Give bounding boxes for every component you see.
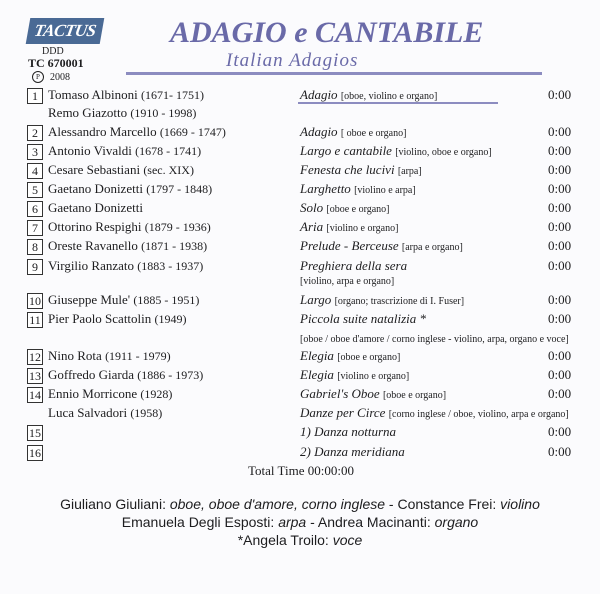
title-rule (126, 72, 542, 75)
instrumentation: [violino e organo] (326, 223, 399, 234)
composer-name: Gaetano Donizetti (48, 200, 143, 215)
piece (300, 200, 390, 216)
piece (300, 219, 398, 235)
piece (300, 87, 437, 103)
track-number: 7 (27, 220, 43, 236)
composer (48, 238, 207, 254)
track-duration: 0:00 (548, 311, 572, 326)
composer-name: Oreste Ravanello (48, 238, 138, 253)
piece-title: Prelude - Berceuse (300, 238, 399, 253)
tactus-logo: TACTUS (26, 18, 105, 44)
piece-title: Largo e cantabile (300, 143, 392, 158)
performer-instrument: violino (500, 496, 540, 512)
composer-years: (1871 - 1938) (141, 239, 208, 253)
piece (300, 367, 409, 383)
composer-years: (1910 - 1998) (130, 106, 197, 120)
piece-title: Larghetto (300, 181, 351, 196)
composer (48, 405, 162, 421)
credit-line-3 (0, 531, 600, 549)
composer-years: (1886 - 1973) (137, 368, 204, 382)
track-duration: 0:00 (548, 367, 572, 382)
piece-title: Preghiera della sera (300, 258, 408, 273)
track-duration: 0:00 (548, 124, 572, 139)
composer (48, 348, 171, 364)
piece (300, 311, 426, 327)
track-duration: 0:00 (548, 444, 572, 459)
piece (300, 258, 407, 274)
composer-years: (1797 - 1848) (146, 182, 213, 196)
instrumentation: [violino, oboe e organo] (395, 147, 492, 158)
piece (300, 292, 464, 308)
track-duration: 0:00 (548, 87, 572, 102)
track-number: 1 (27, 88, 43, 104)
piece (300, 405, 569, 421)
instrumentation: [oboe e organo] (337, 352, 401, 363)
composer-years: (sec. XIX) (143, 163, 194, 177)
track-duration: 0:00 (548, 258, 572, 273)
track-duration: 0:00 (548, 181, 572, 196)
composer-name: Cesare Sebastiani (48, 162, 141, 177)
composer-name: Alessandro Marcello (48, 124, 157, 139)
composer-years: (1883 - 1937) (137, 259, 204, 273)
performer-credits (0, 495, 600, 549)
composer (48, 162, 194, 178)
instrumentation: [arpa e organo] (401, 242, 463, 253)
instrumentation: [violino e organo] (337, 371, 410, 382)
piece (300, 386, 446, 402)
track-number: 13 (29, 369, 41, 383)
track-number: 16 (29, 446, 41, 460)
piece (300, 162, 422, 178)
instrumentation: [oboe e organo] (382, 390, 447, 401)
piece-title: Gabriel's Oboe (300, 386, 380, 401)
year: 2008 (50, 71, 70, 83)
composer-name: Tomaso Albinoni (48, 87, 138, 102)
composer-name: Remo Giazotto (48, 105, 128, 120)
track-number: 3 (27, 144, 43, 160)
piece-title: Fenesta che lucivi (300, 162, 395, 177)
track-duration: 0:00 (548, 238, 572, 253)
composer-name: Pier Paolo Scattolin (48, 311, 152, 326)
performer-name: - Andrea Macinanti: (306, 514, 435, 530)
composer (48, 105, 196, 121)
piece (300, 124, 406, 140)
instrumentation-9: [violino, arpa e organo] (300, 276, 395, 287)
piece-title: Solo (300, 200, 324, 215)
piece (300, 181, 416, 197)
composer-name: Giuseppe Mule' (48, 292, 131, 307)
track-number: 10 (29, 294, 41, 308)
instrumentation: [arpa] (397, 166, 422, 177)
composer-years: (1949) (154, 312, 187, 326)
performer-name: Emanuela Degli Esposti: (121, 514, 279, 530)
composer (48, 311, 187, 327)
performer-instrument: voce (332, 532, 363, 548)
track-duration: 0:00 (548, 424, 572, 439)
track-duration: 0:00 (548, 219, 572, 234)
composer (48, 386, 172, 402)
piece-title: 2) Danza meridiana (300, 444, 405, 459)
composer-name: Virgilio Ranzato (48, 258, 134, 273)
total-time: Total Time 00:00:00 (248, 463, 354, 478)
track-duration: 0:00 (548, 386, 572, 401)
composer (48, 219, 211, 235)
composer (48, 258, 203, 274)
track-number: 9 (27, 259, 43, 275)
composer (48, 124, 226, 140)
composer (48, 143, 201, 159)
performer-instrument: arpa (278, 514, 307, 530)
album-subtitle: Italian Adagios (226, 50, 359, 71)
track-duration: 0:00 (548, 348, 572, 363)
piece-title: Piccola suite natalizia * (300, 311, 427, 326)
piece (300, 444, 405, 460)
catalog-number: TC 670001 (28, 56, 84, 70)
credit-line-2 (0, 513, 600, 531)
composer-years: (1879 - 1936) (144, 220, 211, 234)
composer-years: (1678 - 1741) (135, 144, 202, 158)
track-number: 11 (27, 312, 43, 328)
composer-years: (1671- 1751) (140, 88, 204, 102)
track-number: 5 (27, 182, 43, 198)
composer (48, 292, 199, 308)
instrumentation-11: [oboe / oboe d'amore / corno inglese - violino, arpa, organo e voce] (300, 334, 569, 345)
piece-title: Elegia (300, 348, 334, 363)
phonogram-icon: P (32, 71, 44, 83)
track-number: 8 (27, 239, 43, 255)
piece-title: Danze per Circe (300, 405, 386, 420)
credit-line-1 (0, 495, 600, 513)
performer-name: *Angela Troilo: (237, 532, 333, 548)
track-number: 12 (29, 350, 41, 364)
track-duration: 0:00 (548, 162, 572, 177)
composer-years: (1885 - 1951) (133, 293, 200, 307)
composer-name: Antonio Vivaldi (48, 143, 132, 158)
composer-name: Ennio Morricone (48, 386, 138, 401)
track-number: 14 (29, 388, 41, 402)
composer (48, 87, 204, 103)
track-number: 4 (27, 163, 43, 179)
track-duration: 0:00 (548, 143, 572, 158)
piece-title: Elegia (300, 367, 334, 382)
performer-instrument: oboe, oboe d'amore, corno inglese (169, 496, 386, 512)
instrumentation: [violino e arpa] (354, 185, 416, 196)
album-title: ADAGIO e CANTABILE (170, 16, 484, 49)
composer-name: Ottorino Respighi (48, 219, 142, 234)
track-number: 6 (27, 201, 43, 217)
piece-title: Adagio (300, 87, 338, 102)
piece (300, 424, 396, 440)
composer-years: (1911 - 1979) (105, 349, 171, 363)
performer-name: - Constance Frei: (385, 496, 501, 512)
piece (300, 143, 492, 159)
piece-title: Adagio (300, 124, 338, 139)
track-duration: 0:00 (548, 200, 572, 215)
composer (48, 367, 203, 383)
performer-name: Giuliano Giuliani: (60, 496, 170, 512)
copyright-year (32, 71, 70, 83)
piece (300, 348, 400, 364)
instrumentation: [organo; trascrizione di I. Fuser] (334, 296, 465, 307)
instrumentation: [oboe e organo] (326, 204, 390, 215)
composer-name: Nino Rota (48, 348, 102, 363)
track-number: 15 (29, 426, 41, 440)
piece (300, 238, 463, 254)
composer-name: Gaetano Donizetti (48, 181, 143, 196)
composer-years: (1669 - 1747) (159, 125, 226, 139)
composer-name: Luca Salvadori (48, 405, 128, 420)
instrumentation: [ oboe e organo] (340, 128, 407, 139)
track-number: 2 (27, 125, 43, 141)
composer-years: (1958) (130, 406, 163, 420)
instrumentation: [oboe, violino e organo] (340, 91, 438, 102)
instrumentation: [corno inglese / oboe, violino, arpa e organo] (388, 409, 569, 420)
composer-name: Goffredo Giarda (48, 367, 135, 382)
piece-title: Aria (300, 219, 324, 234)
composer-years: (1928) (140, 387, 173, 401)
piece-title: 1) Danza notturna (300, 424, 397, 439)
piece-title: Largo (300, 292, 332, 307)
ddd-label: DDD (42, 46, 64, 57)
composer (48, 200, 143, 216)
performer-instrument: organo (434, 514, 479, 530)
track-duration: 0:00 (548, 292, 572, 307)
composer (48, 181, 212, 197)
